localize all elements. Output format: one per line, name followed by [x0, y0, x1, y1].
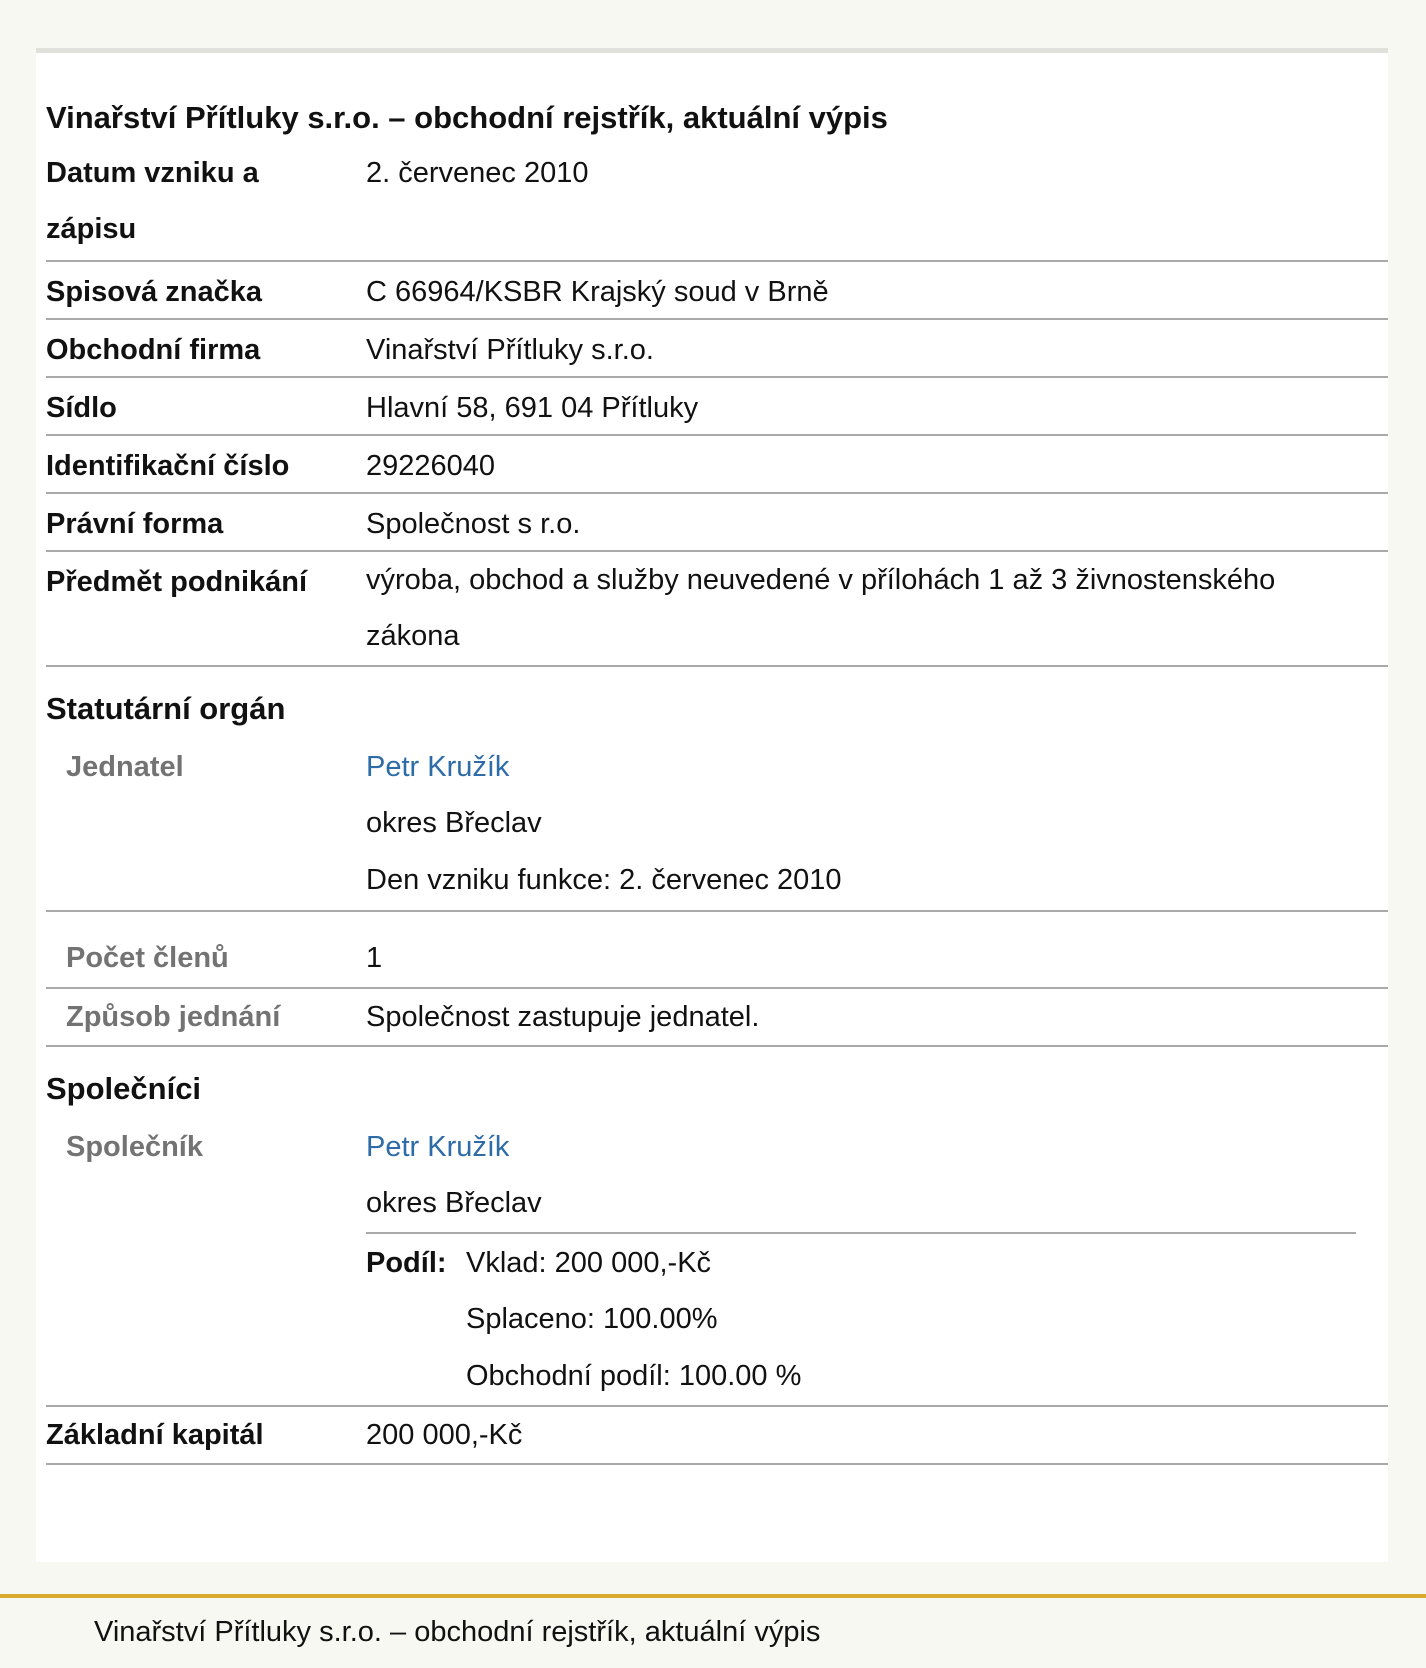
value-predmet-line1: výroba, obchod a služby neuvedené v přílohách 1 až 3 živnostenského [366, 564, 1276, 596]
podil-label: Podíl: [366, 1247, 447, 1279]
label-pocet: Počet členů [66, 942, 229, 974]
value-spolecnik [366, 1119, 542, 1232]
row-spolecnik [46, 1119, 1388, 1407]
value-spis: C 66964/KSBR Krajský soud v Brně [366, 276, 829, 308]
row-sidlo [46, 378, 1388, 436]
registry-card [36, 48, 1388, 1562]
label-spis: Spisová značka [46, 276, 262, 308]
label-sidlo: Sídlo [46, 392, 117, 424]
value-sidlo: Hlavní 58, 691 04 Přítluky [366, 392, 699, 424]
label-kapital: Základní kapitál [46, 1419, 264, 1451]
value-ico: 29226040 [366, 450, 496, 482]
footer [0, 1594, 1426, 1668]
row-ico [46, 436, 1388, 494]
page-title: Vinařství Přítluky s.r.o. – obchodní rejstřík, aktuální výpis [46, 100, 888, 135]
label-zpusob: Způsob jednání [66, 1001, 281, 1033]
row-zpusob [46, 989, 1388, 1047]
label-predmet: Předmět podnikání [46, 566, 308, 598]
section-spolecnici: Společníci [46, 1071, 202, 1106]
row-firma [46, 320, 1388, 378]
jednatel-okres: okres Břeclav [366, 807, 542, 839]
label-spolecnik: Společník [66, 1131, 203, 1163]
row-kapital [46, 1407, 1388, 1465]
label-forma: Právní forma [46, 508, 224, 540]
podil-splaceno: Splaceno: 100.00% [466, 1303, 718, 1335]
row-datum [46, 145, 1388, 262]
label-jednatel: Jednatel [66, 751, 184, 783]
label-ico: Identifikační číslo [46, 450, 290, 482]
label-datum: Datum vzniku a zápisu [46, 157, 259, 245]
row-forma [46, 494, 1388, 552]
value-forma: Společnost s r.o. [366, 508, 581, 540]
label-firma: Obchodní firma [46, 334, 261, 366]
row-pocet [46, 912, 1388, 989]
value-firma: Vinařství Přítluky s.r.o. [366, 334, 654, 366]
value-pocet: 1 [366, 942, 383, 974]
podil-vklad: Vklad: 200 000,-Kč [466, 1247, 712, 1279]
value-kapital: 200 000,-Kč [366, 1419, 523, 1451]
row-predmet [46, 552, 1388, 667]
jednatel-funkce: Den vzniku funkce: 2. červenec 2010 [366, 864, 842, 896]
value-predmet [366, 552, 1275, 664]
podil-values [466, 1235, 801, 1404]
spolecnik-okres: okres Břeclav [366, 1187, 542, 1219]
value-zpusob: Společnost zastupuje jednatel. [366, 1001, 760, 1033]
value-predmet-line2: zákona [366, 620, 460, 652]
spolecnik-divider [366, 1232, 1356, 1234]
section-statutarni: Statutární orgán [46, 691, 286, 726]
row-jednatel [46, 739, 1388, 912]
spolecnik-name-link[interactable]: Petr Kružík [366, 1131, 510, 1163]
podil-obchodni: Obchodní podíl: 100.00 % [466, 1360, 802, 1392]
jednatel-name-link[interactable]: Petr Kružík [366, 751, 510, 783]
footer-text: Vinařství Přítluky s.r.o. – obchodní rejstřík, aktuální výpis [94, 1616, 821, 1648]
row-spis [46, 262, 1388, 320]
value-datum: 2. červenec 2010 [366, 157, 589, 189]
value-jednatel [366, 739, 842, 908]
